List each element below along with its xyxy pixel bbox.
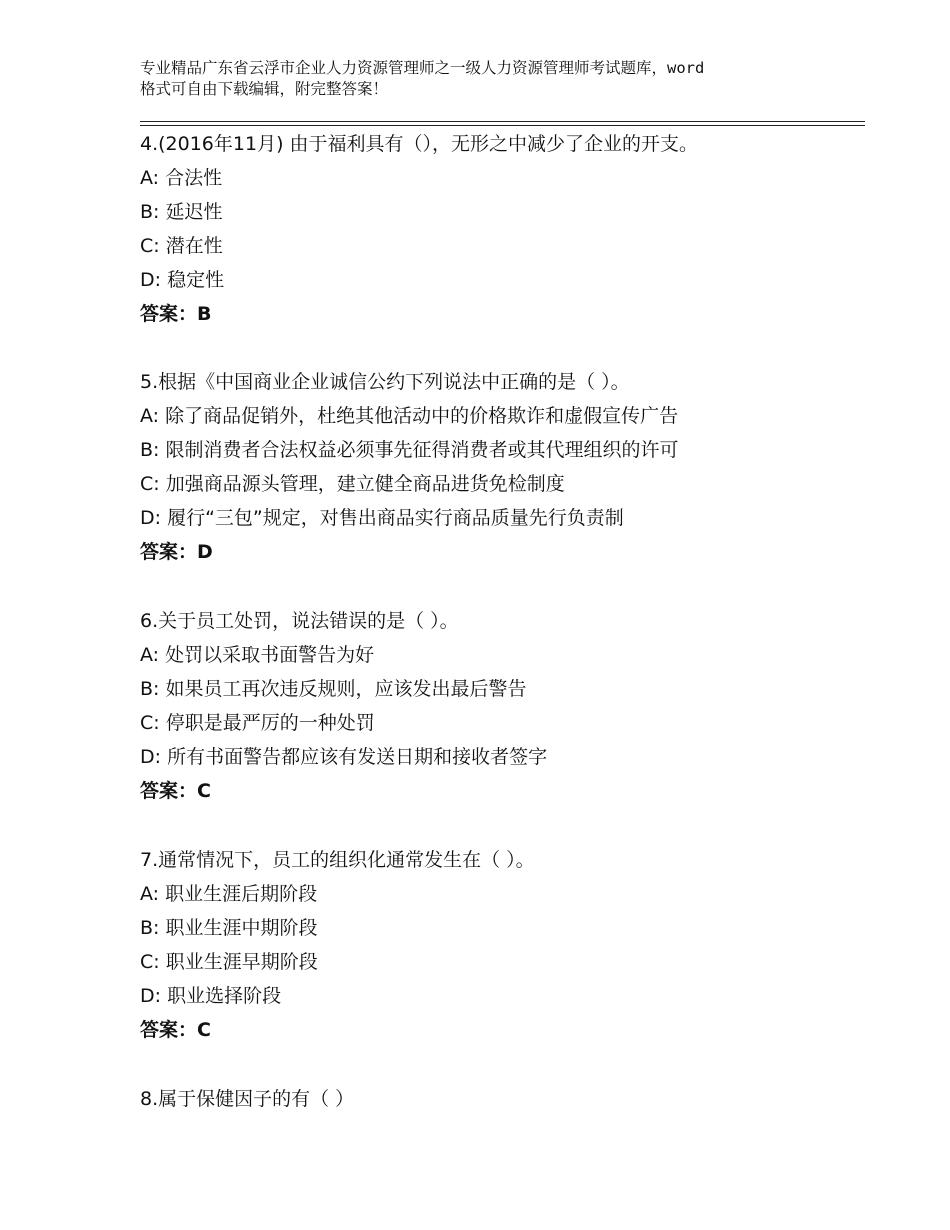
option-b: B: 限制消费者合法权益必须事先征得消费者或其代理组织的许可 bbox=[140, 439, 679, 461]
option-d: D: 履行“三包”规定，对售出商品实行商品质量先行负责制 bbox=[140, 507, 624, 529]
answer-value: C bbox=[197, 1019, 211, 1041]
question-4 bbox=[140, 127, 840, 331]
option-b: B: 延迟性 bbox=[140, 201, 223, 223]
question-stem: 4.(2016年11月) 由于福利具有（），无形之中减少了企业的开支。 bbox=[140, 133, 699, 155]
option-c: C: 停职是最严厉的一种处罚 bbox=[140, 712, 375, 734]
answer-value: B bbox=[197, 303, 212, 325]
answer-line bbox=[140, 1013, 840, 1047]
option-c: C: 加强商品源头管理，建立健全商品进货免检制度 bbox=[140, 473, 565, 495]
answer-line bbox=[140, 297, 840, 331]
answer-value: D bbox=[197, 541, 213, 563]
header-line-1: 专业精品广东省云浮市企业人力资源管理师之一级人力资源管理师考试题库，word bbox=[140, 59, 705, 77]
option-d: D: 职业选择阶段 bbox=[140, 985, 282, 1007]
answer-label: 答案： bbox=[140, 303, 198, 325]
answer-value: C bbox=[197, 780, 211, 802]
document-header bbox=[140, 58, 840, 100]
option-b: B: 如果员工再次违反规则，应该发出最后警告 bbox=[140, 678, 527, 700]
answer-line bbox=[140, 774, 840, 808]
question-5 bbox=[140, 365, 840, 569]
question-stem: 7.通常情况下，员工的组织化通常发生在（ ）。 bbox=[140, 849, 535, 871]
option-a: A: 合法性 bbox=[140, 167, 223, 189]
question-stem: 6.关于员工处罚，说法错误的是（ ）。 bbox=[140, 610, 459, 632]
question-stem: 5.根据《中国商业企业诚信公约下列说法中正确的是（ ）。 bbox=[140, 371, 630, 393]
answer-label: 答案： bbox=[140, 541, 198, 563]
question-8 bbox=[140, 1082, 840, 1116]
question-stem: 8.属于保健因子的有（ ） bbox=[140, 1088, 355, 1110]
option-a: A: 职业生涯后期阶段 bbox=[140, 883, 318, 905]
header-rule-bottom bbox=[140, 125, 865, 126]
option-d: D: 所有书面警告都应该有发送日期和接收者签字 bbox=[140, 746, 548, 768]
header-rule-top bbox=[140, 121, 865, 122]
header-line-2: 格式可自由下载编辑，附完整答案！ bbox=[140, 80, 389, 98]
option-b: B: 职业生涯中期阶段 bbox=[140, 917, 318, 939]
option-c: C: 职业生涯早期阶段 bbox=[140, 951, 318, 973]
option-a: A: 除了商品促销外，杜绝其他活动中的价格欺诈和虚假宣传广告 bbox=[140, 405, 679, 427]
option-d: D: 稳定性 bbox=[140, 269, 225, 291]
option-c: C: 潜在性 bbox=[140, 235, 223, 257]
question-6 bbox=[140, 604, 840, 808]
question-7 bbox=[140, 843, 840, 1047]
option-a: A: 处罚以采取书面警告为好 bbox=[140, 644, 375, 666]
answer-line bbox=[140, 535, 840, 569]
answer-label: 答案： bbox=[140, 780, 198, 802]
answer-label: 答案： bbox=[140, 1019, 198, 1041]
